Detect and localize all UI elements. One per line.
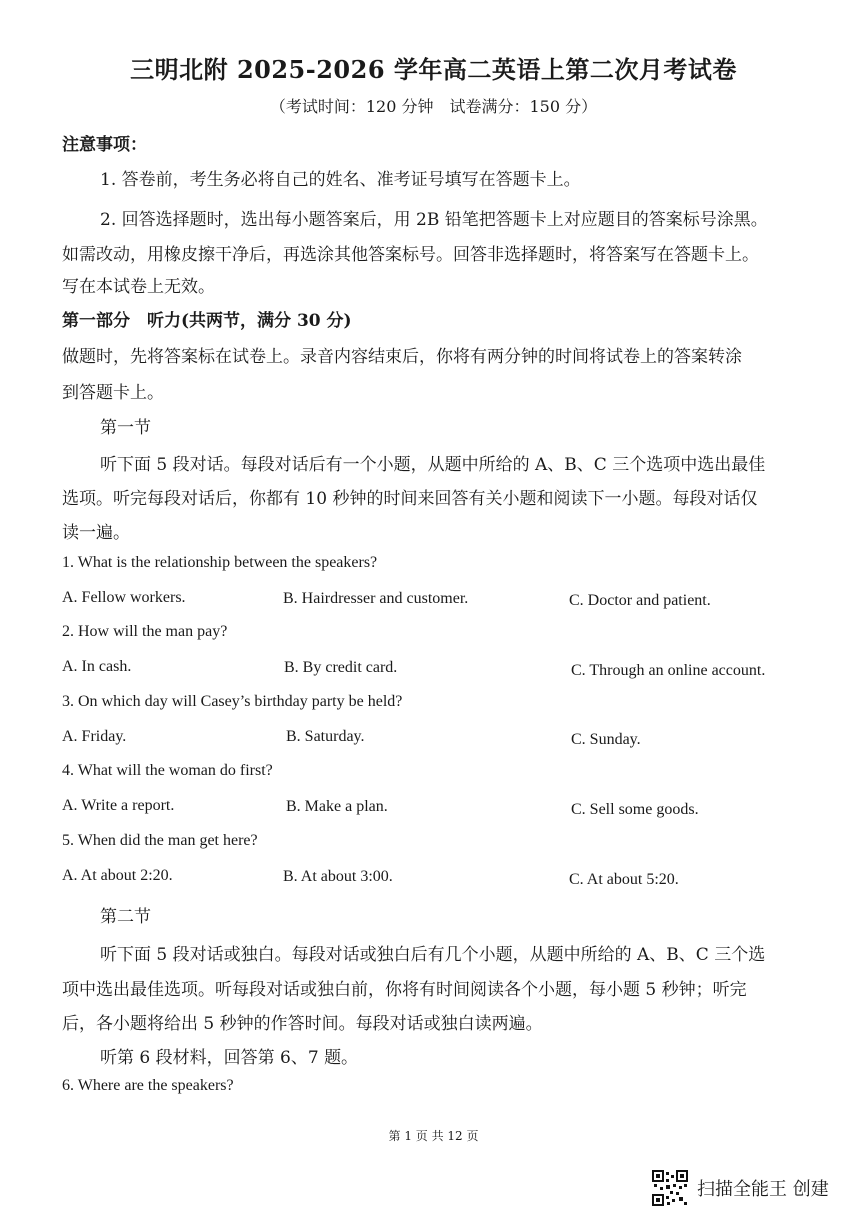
- notice-item-2-line-1: 2. 回答选择题时，选出每小题答案后，用 2B 铅笔把答题卡上对应题目的答案标号涂黑。: [100, 210, 768, 230]
- question-2: 2. How will the man pay?: [62, 623, 228, 640]
- section1-instr-line-1: 听下面 5 段对话。每段对话后有一个小题，从题中所给的 A、B、C 三个选项中选出最佳: [100, 455, 766, 475]
- part1-intro-line-2: 到答题卡上。: [62, 383, 164, 403]
- question-5-option-a: A. At about 2:20.: [62, 867, 173, 884]
- question-4-option-a: A. Write a report.: [62, 797, 175, 814]
- section2-material: 听第 6 段材料，回答第 6、7 题。: [100, 1048, 359, 1068]
- section1-heading: 第一节: [100, 418, 151, 438]
- question-1-option-a: A. Fellow workers.: [62, 589, 186, 606]
- question-5-option-c: C. At about 5:20.: [569, 871, 679, 888]
- notice-item-1: 1. 答卷前，考生务必将自己的姓名、准考证号填写在答题卡上。: [100, 170, 581, 190]
- section2-heading: 第二节: [100, 907, 151, 927]
- question-2-option-b: B. By credit card.: [284, 659, 398, 676]
- question-5: 5. When did the man get here?: [62, 832, 258, 849]
- question-3: 3. On which day will Casey’s birthday party be held?: [62, 693, 403, 710]
- scanner-watermark: 扫描全能王 创建: [697, 1179, 829, 1200]
- page-subtitle: （考试时间：120 分钟 试卷满分：150 分）: [269, 97, 598, 116]
- question-3-option-a: A. Friday.: [62, 728, 127, 745]
- section2-instr-line-3: 后，各小题将给出 5 秒钟的作答时间。每段对话或独白读两遍。: [62, 1014, 543, 1034]
- question-1-option-b: B. Hairdresser and customer.: [283, 590, 469, 607]
- question-4-option-b: B. Make a plan.: [286, 798, 388, 815]
- question-4-option-c: C. Sell some goods.: [571, 801, 699, 818]
- page-title: 三明北附 2025-2026 学年高二英语上第二次月考试卷: [130, 55, 737, 84]
- notice-heading: 注意事项：: [62, 135, 147, 155]
- question-3-option-c: C. Sunday.: [571, 731, 641, 748]
- question-2-option-a: A. In cash.: [62, 658, 132, 675]
- notice-item-2-line-3: 写在本试卷上无效。: [62, 277, 215, 297]
- notice-item-2-line-2: 如需改动，用橡皮擦干净后，再选涂其他答案标号。回答非选择题时，将答案写在答题卡上。: [62, 245, 759, 265]
- section2-instr-line-1: 听下面 5 段对话或独白。每段对话或独白后有几个小题，从题中所给的 A、B、C 三个选: [100, 945, 766, 965]
- section1-instr-line-2: 选项。听完每段对话后，你都有 10 秒钟的时间来回答有关小题和阅读下一小题。每段对话仅: [62, 489, 758, 509]
- question-4: 4. What will the woman do first?: [62, 762, 273, 779]
- part1-heading: 第一部分 听力(共两节，满分 30 分): [62, 311, 352, 331]
- question-6: 6. Where are the speakers?: [62, 1077, 234, 1094]
- question-1: 1. What is the relationship between the speakers?: [62, 554, 378, 571]
- page-footer: 第 1 页 共 12 页: [388, 1129, 479, 1143]
- question-3-option-b: B. Saturday.: [286, 728, 365, 745]
- qr-code-icon: [652, 1170, 688, 1206]
- question-5-option-b: B. At about 3:00.: [283, 868, 393, 885]
- question-2-option-c: C. Through an online account.: [571, 662, 766, 679]
- section2-instr-line-2: 项中选出最佳选项。听每段对话或独白前，你将有时间阅读各个小题，每小题 5 秒钟；听完: [62, 980, 747, 1000]
- question-1-option-c: C. Doctor and patient.: [569, 592, 711, 609]
- part1-intro-line-1: 做题时，先将答案标在试卷上。录音内容结束后，你将有两分钟的时间将试卷上的答案转涂: [62, 347, 742, 367]
- section1-instr-line-3: 读一遍。: [62, 523, 130, 543]
